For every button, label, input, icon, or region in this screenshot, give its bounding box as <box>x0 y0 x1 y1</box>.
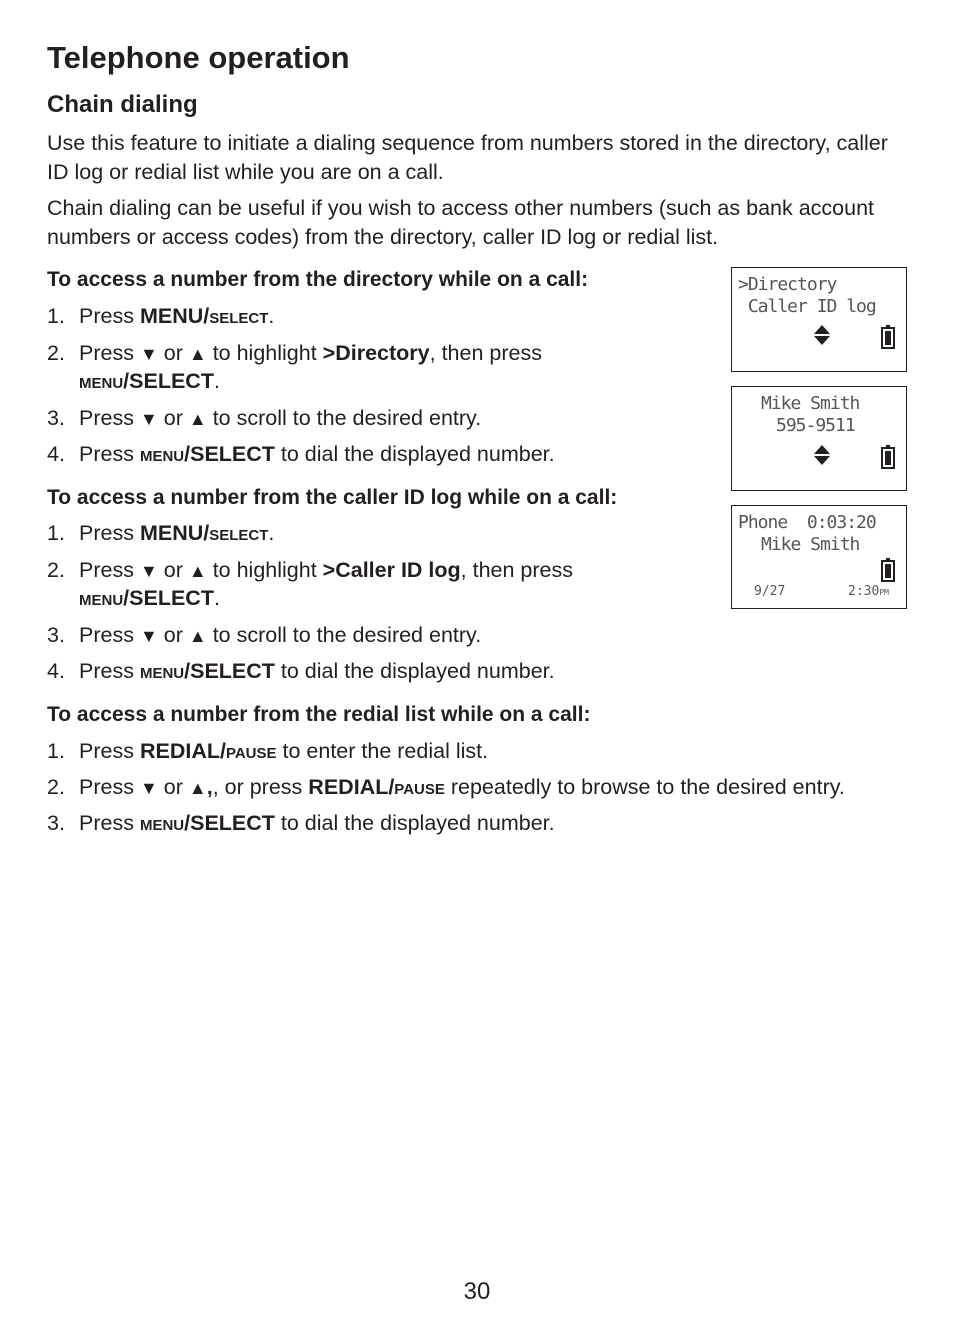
intro-paragraph: Chain dialing can be useful if you wish to access other numbers (such as bank account numbers or access codes) from the directory, caller ID log or redial list. <box>47 196 875 249</box>
down-arrow-icon: ▼ <box>139 778 158 798</box>
up-down-arrow-icon <box>812 444 832 466</box>
up-arrow-icon: ▲ <box>188 561 207 581</box>
battery-icon <box>881 445 895 469</box>
lcd-screen-call: Phone 0:03:20 Mike Smith 9/27 2:30PM <box>731 505 907 609</box>
section-title: Chain dialing <box>47 91 198 118</box>
up-arrow-icon: ▲ <box>188 344 207 364</box>
section-heading-caller-id: To access a number from the caller ID log while on a call: <box>47 486 618 509</box>
section-heading-redial: To access a number from the redial list while on a call: <box>47 703 591 726</box>
intro-paragraph: Use this feature to initiate a dialing sequence from numbers stored in the directory, caller ID log or redial list while you are on a call. <box>47 131 888 184</box>
lcd-screen-directory: >Directory Caller ID log <box>731 267 907 372</box>
up-arrow-icon: ▲ <box>188 778 207 798</box>
up-down-arrow-icon <box>812 324 832 346</box>
section-heading-directory: To access a number from the directory while on a call: <box>47 268 589 291</box>
up-arrow-icon: ▲ <box>188 409 207 429</box>
down-arrow-icon: ▼ <box>139 626 158 646</box>
lcd-screen-entry: Mike Smith 595-9511 <box>731 386 907 491</box>
down-arrow-icon: ▼ <box>139 561 158 581</box>
battery-icon <box>881 558 895 582</box>
battery-icon <box>881 325 895 349</box>
down-arrow-icon: ▼ <box>139 344 158 364</box>
page-title: Telephone operation <box>47 40 350 75</box>
page-number: 30 <box>463 1278 491 1305</box>
up-arrow-icon: ▲ <box>188 626 207 646</box>
down-arrow-icon: ▼ <box>139 409 158 429</box>
